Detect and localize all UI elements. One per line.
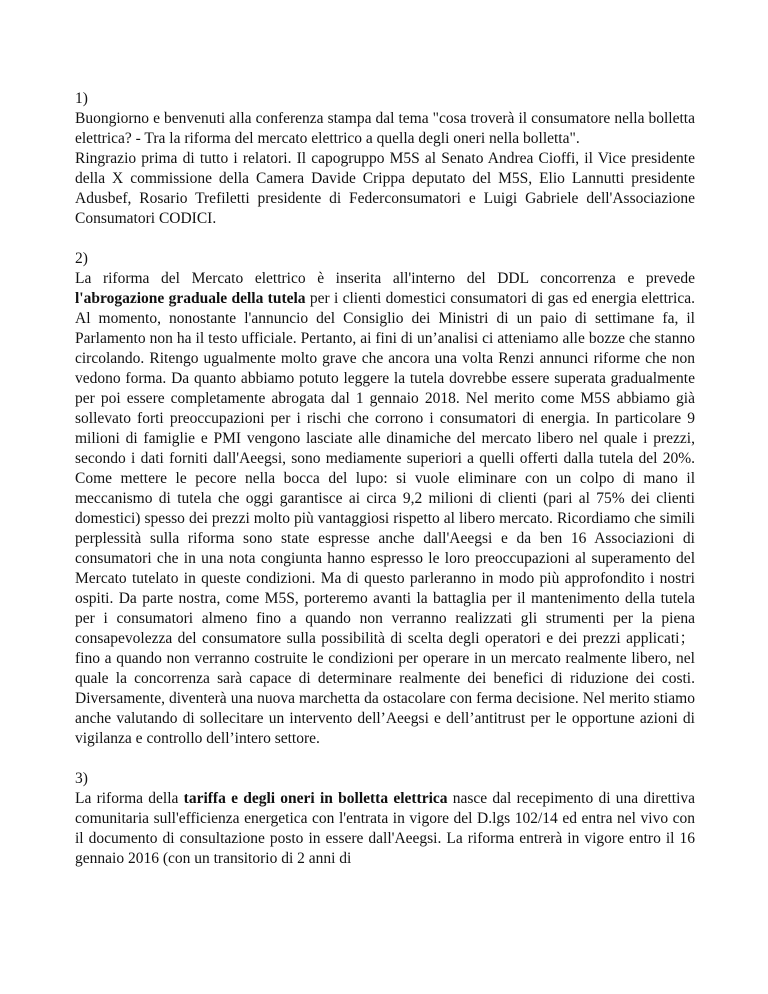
document-page [75, 89, 695, 869]
paragraph-gap [75, 749, 695, 769]
bold-text-run: tariffa e degli oneri in bolletta elettrica [183, 790, 448, 807]
paragraph: Buongiorno e benvenuti alla conferenza stampa dal tema "cosa troverà il consumatore nella bolletta elettrica? - Tra la riforma del mercato elettrico a quella degli oneri nella bolletta". [75, 110, 695, 147]
paragraph: Ringrazio prima di tutto i relatori. Il capogruppo M5S al Senato Andrea Cioffi, il Vice presidente della X commissione della Camera Davide Crippa deputato del M5S, Elio Lannutti presidente Adusbef, Rosario Trefiletti presidente di Federconsumatori e Luigi Gabriele dell'Associazione Consumatori CODICI. [75, 150, 695, 227]
section-1 [75, 89, 695, 229]
text-run: per i clienti domestici consumatori di gas ed energia elettrica. Al momento, nonostante l'annuncio del Consiglio dei Ministri di un paio di settimane fa, il Parlamento non ha il testo ufficiale. Pertanto, ai fini di un’analisi ci atteniamo alle bozze che stanno circolando. Ritengo ugualmente molto grave che ancora una volta Renzi annunci riforme che non vedono forma. Da quanto abbiamo potuto leggere la tutela dovrebbe essere superata gradualmente per poi essere completamente abrogata dal 1 gennaio 2018. Nel merito come M5S abbiamo già sollevato forti preoccupazioni per i rischi che corrono i consumatori di energia. In particolare 9 milioni di famiglie e PMI vengono lasciate alle dinamiche del mercato libero nel quale i prezzi, secondo i dati forniti dall'Aeegsi, sono mediamente superiori a quelli offerti dalla tutela del 20%. Come mettere le pecore nella bocca del lupo: si vuole eliminare con un colpo di mano il meccanismo di tutela che oggi garantisce ai circa 9,2 milioni di clienti (pari al 75% dei clienti domestici) spesso dei prezzi molto più vantaggiosi rispetto al libero mercato. Ricordiamo che simili perplessità sulla riforma sono state espresse anche dall'Aeegsi e da ben 16 Associazioni di consumatori che in una nota congiunta hanno espresso le loro preoccupazioni al superamento del Mercato tutelato in queste condizioni. Ma di questo parleranno in modo più approfondito i nostri ospiti. Da parte nostra, come M5S, porteremo avanti la battaglia per il mantenimento della tutela per i consumatori almeno fino a quando non verranno realizzati gli strumenti per la piena consapevolezza del consumatore sulla possibilità di scelta degli operatori e dei prezzi applicati；fino a quando non verranno costruite le condizioni per operare in un mercato realmente libero, nel quale la concorrenza sarà capace di determinare realmente dei benefici di riduzione dei costi. Diversamente, diventerà una nuova marchetta da ostacolare con ferma decisione. Nel merito stiamo anche valutando di sollecitare un intervento dell’Aeegsi e dell’antitrust per le opportune azioni di vigilanza e controllo dell’intero settore. [75, 290, 695, 747]
bold-text-run: l'abrogazione graduale della tutela [75, 290, 306, 307]
section-2 [75, 249, 695, 749]
section-number: 1) [75, 90, 88, 107]
paragraph-gap [75, 229, 695, 249]
paragraph [75, 789, 695, 869]
section-number: 2) [75, 250, 88, 267]
section-3 [75, 769, 695, 869]
paragraph [75, 269, 695, 749]
section-number: 3) [75, 770, 88, 787]
text-run: nasce dal recepimento di una direttiva comunitaria sull'efficienza energetica con l'entrata in vigore del D.lgs 102/14 ed entra nel vivo con il documento di consultazione posto in essere dall'Aeegsi. La riforma entrerà in vigore entro il 16 gennaio 2016 (con un transitorio di 2 anni di [75, 790, 696, 867]
text-run: La riforma della [75, 790, 184, 807]
text-run: La riforma del Mercato elettrico è inserita all'interno del DDL concorrenza e prevede [75, 270, 695, 287]
